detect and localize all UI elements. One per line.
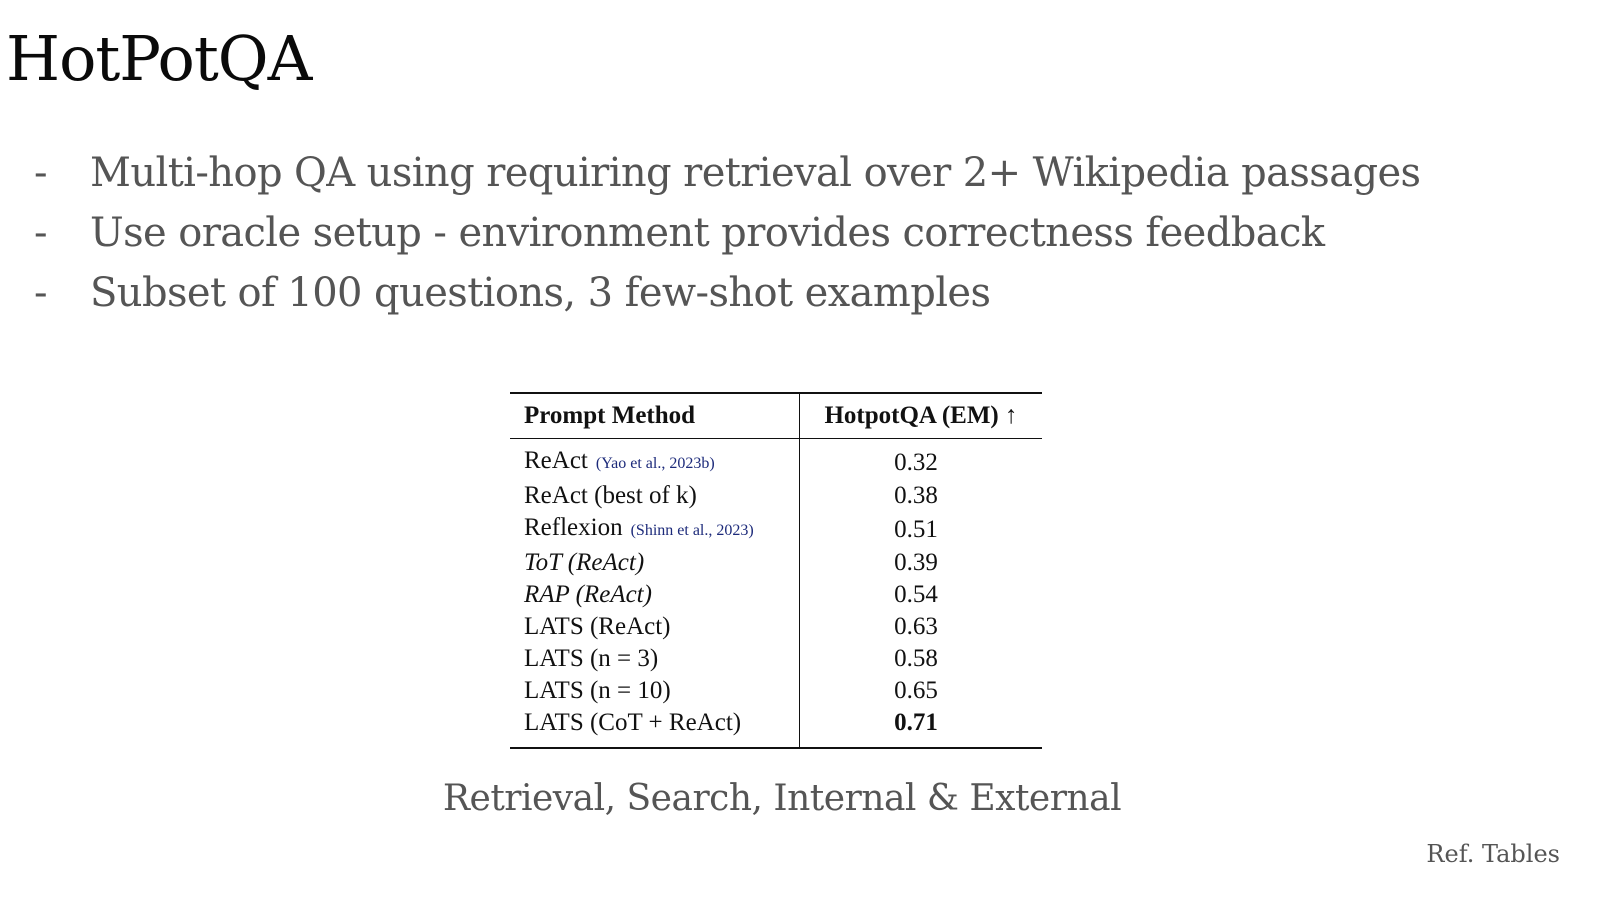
bullet-list: [34, 150, 1420, 330]
method-cell: [510, 707, 800, 748]
table-row: [510, 643, 1042, 675]
score-cell: 0.39: [894, 549, 938, 576]
table-header-row: [510, 393, 1042, 439]
slide-caption: Retrieval, Search, Internal & External: [442, 778, 1122, 819]
table-row: [510, 707, 1042, 748]
bullet-text: Use oracle setup - environment provides correctness feedback: [90, 210, 1325, 256]
method-name: ToT (ReAct): [524, 549, 645, 576]
slide-title: HotPotQA: [6, 22, 312, 95]
method-cell: [510, 675, 800, 707]
method-name: ReAct (best of k): [524, 482, 697, 509]
citation: (Shinn et al., 2023): [630, 522, 754, 539]
bullet-text: Subset of 100 questions, 3 few-shot examples: [90, 270, 991, 316]
bullet-marker: -: [34, 150, 47, 196]
table-row: [510, 675, 1042, 707]
method-name: LATS (n = 3): [524, 645, 659, 672]
table-row: [510, 547, 1042, 579]
header-hotpotqa-em: HotpotQA (EM) ↑: [824, 402, 1018, 429]
method-cell: [510, 611, 800, 643]
table-row: [510, 579, 1042, 611]
table-row: [510, 611, 1042, 643]
citation: (Yao et al., 2023b): [595, 455, 715, 472]
score-cell: 0.32: [894, 448, 938, 476]
table-row: [510, 512, 1042, 547]
method-name: LATS (CoT + ReAct): [524, 709, 742, 736]
bullet-marker: -: [34, 270, 47, 316]
bullet-item: [34, 150, 1420, 210]
header-prompt-method: Prompt Method: [510, 393, 800, 439]
method-cell: [510, 547, 800, 579]
score-cell: 0.65: [894, 677, 938, 704]
method-name: ReAct: [524, 447, 588, 474]
method-name: LATS (n = 10): [524, 677, 671, 704]
bullet-item: [34, 270, 1420, 330]
table-row: [510, 480, 1042, 512]
method-cell: [510, 579, 800, 611]
score-cell: 0.58: [894, 645, 938, 672]
bullet-item: [34, 210, 1420, 270]
score-cell: 0.38: [894, 482, 938, 509]
bullet-marker: -: [34, 210, 47, 256]
method-name: RAP (ReAct): [524, 581, 652, 608]
score-cell-best: 0.71: [894, 709, 938, 736]
method-cell: [510, 439, 800, 481]
ref-note: Ref. Tables: [1426, 840, 1560, 868]
method-cell: [510, 512, 800, 547]
table-row: [510, 439, 1042, 481]
method-cell: [510, 643, 800, 675]
bullet-text: Multi-hop QA using requiring retrieval over 2+ Wikipedia passages: [90, 150, 1421, 196]
score-cell: 0.54: [894, 581, 938, 608]
method-cell: [510, 480, 800, 512]
results-table: [510, 392, 1042, 749]
score-cell: 0.51: [894, 515, 938, 543]
score-cell: 0.63: [894, 613, 938, 640]
method-name: LATS (ReAct): [524, 613, 671, 640]
method-name: Reflexion: [524, 514, 623, 541]
